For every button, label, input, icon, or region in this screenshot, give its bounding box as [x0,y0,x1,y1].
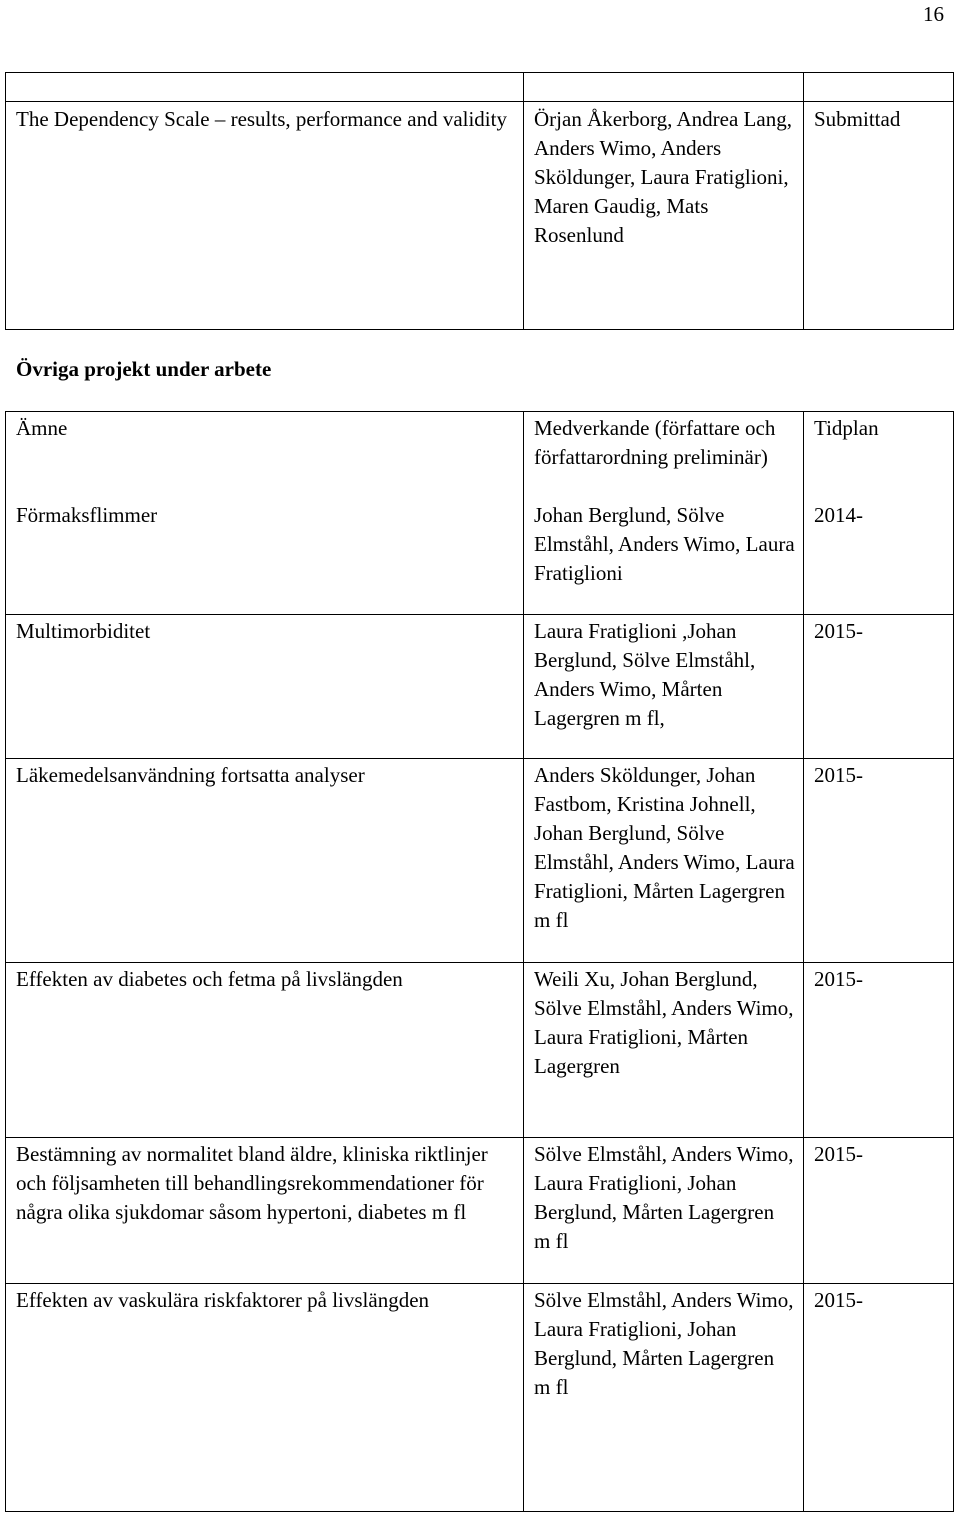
subject-cell: Läkemedelsanvändning fortsatta analyser [6,759,524,963]
timeline-header: Tidplan [814,416,879,440]
paper-status: Submittad [804,102,954,330]
table-spacer-row [6,73,954,102]
contributors-header: Medverkande (författare och författarordning preliminär) [534,416,776,469]
contributors-cell: Sölve Elmståhl, Anders Wimo, Laura Fratiglioni, Johan Berglund, Mårten Lagergren m fl [524,1284,804,1512]
timeline-cell: 2015- [804,615,954,759]
table-row [6,1138,954,1284]
contributors-cell: Sölve Elmståhl, Anders Wimo, Laura Fratiglioni, Johan Berglund, Mårten Lagergren m fl [524,1138,804,1284]
submitted-papers-table [5,72,954,330]
subject-cell: Bestämning av normalitet bland äldre, kliniska riktlinjer och följsamheten till behandlingsrekommendationer för några olika sjukdomar såsom hypertoni, diabetes m fl [6,1138,524,1284]
timeline-cell: 2015- [804,1138,954,1284]
timeline-cell: 2015- [804,759,954,963]
table-row [6,102,954,330]
table-row [6,759,954,963]
contributors-cell: Weili Xu, Johan Berglund, Sölve Elmståhl, Anders Wimo, Laura Fratiglioni, Mårten Lagergren [524,963,804,1138]
table-row [6,412,954,615]
contributors-column [524,412,804,615]
contributors-cell: Johan Berglund, Sölve Elmståhl, Anders Wimo, Laura Fratiglioni [534,503,795,585]
subject-cell: Multimorbiditet [6,615,524,759]
table-row [6,963,954,1138]
spacer-cell [804,73,954,102]
projects-table [5,411,954,1512]
subject-header: Ämne [16,416,68,440]
contributors-cell: Anders Sköldunger, Johan Fastbom, Kristina Johnell, Johan Berglund, Sölve Elmståhl, Anders Wimo, Laura Fratiglioni, Mårten Lagergren m fl [524,759,804,963]
timeline-column [804,412,954,615]
paper-title: The Dependency Scale – results, performance and validity [6,102,524,330]
contributors-cell: Laura Fratiglioni ,Johan Berglund, Sölve Elmståhl, Anders Wimo, Mårten Lagergren m fl, [524,615,804,759]
table-row [6,1284,954,1512]
subject-column [6,412,524,615]
table-row [6,615,954,759]
paper-authors: Örjan Åkerborg, Andrea Lang, Anders Wimo, Anders Sköldunger, Laura Fratiglioni, Maren Gaudig, Mats Rosenlund [524,102,804,330]
subject-cell: Effekten av vaskulära riskfaktorer på livslängden [6,1284,524,1512]
timeline-cell: 2014- [814,503,863,527]
page-number: 16 [923,2,944,26]
spacer-cell [524,73,804,102]
subject-cell: Förmaksflimmer [16,503,158,527]
timeline-cell: 2015- [804,963,954,1138]
timeline-cell: 2015- [804,1284,954,1512]
subject-cell: Effekten av diabetes och fetma på livslängden [6,963,524,1138]
section-heading: Övriga projekt under arbete [16,357,272,381]
spacer-cell [6,73,524,102]
